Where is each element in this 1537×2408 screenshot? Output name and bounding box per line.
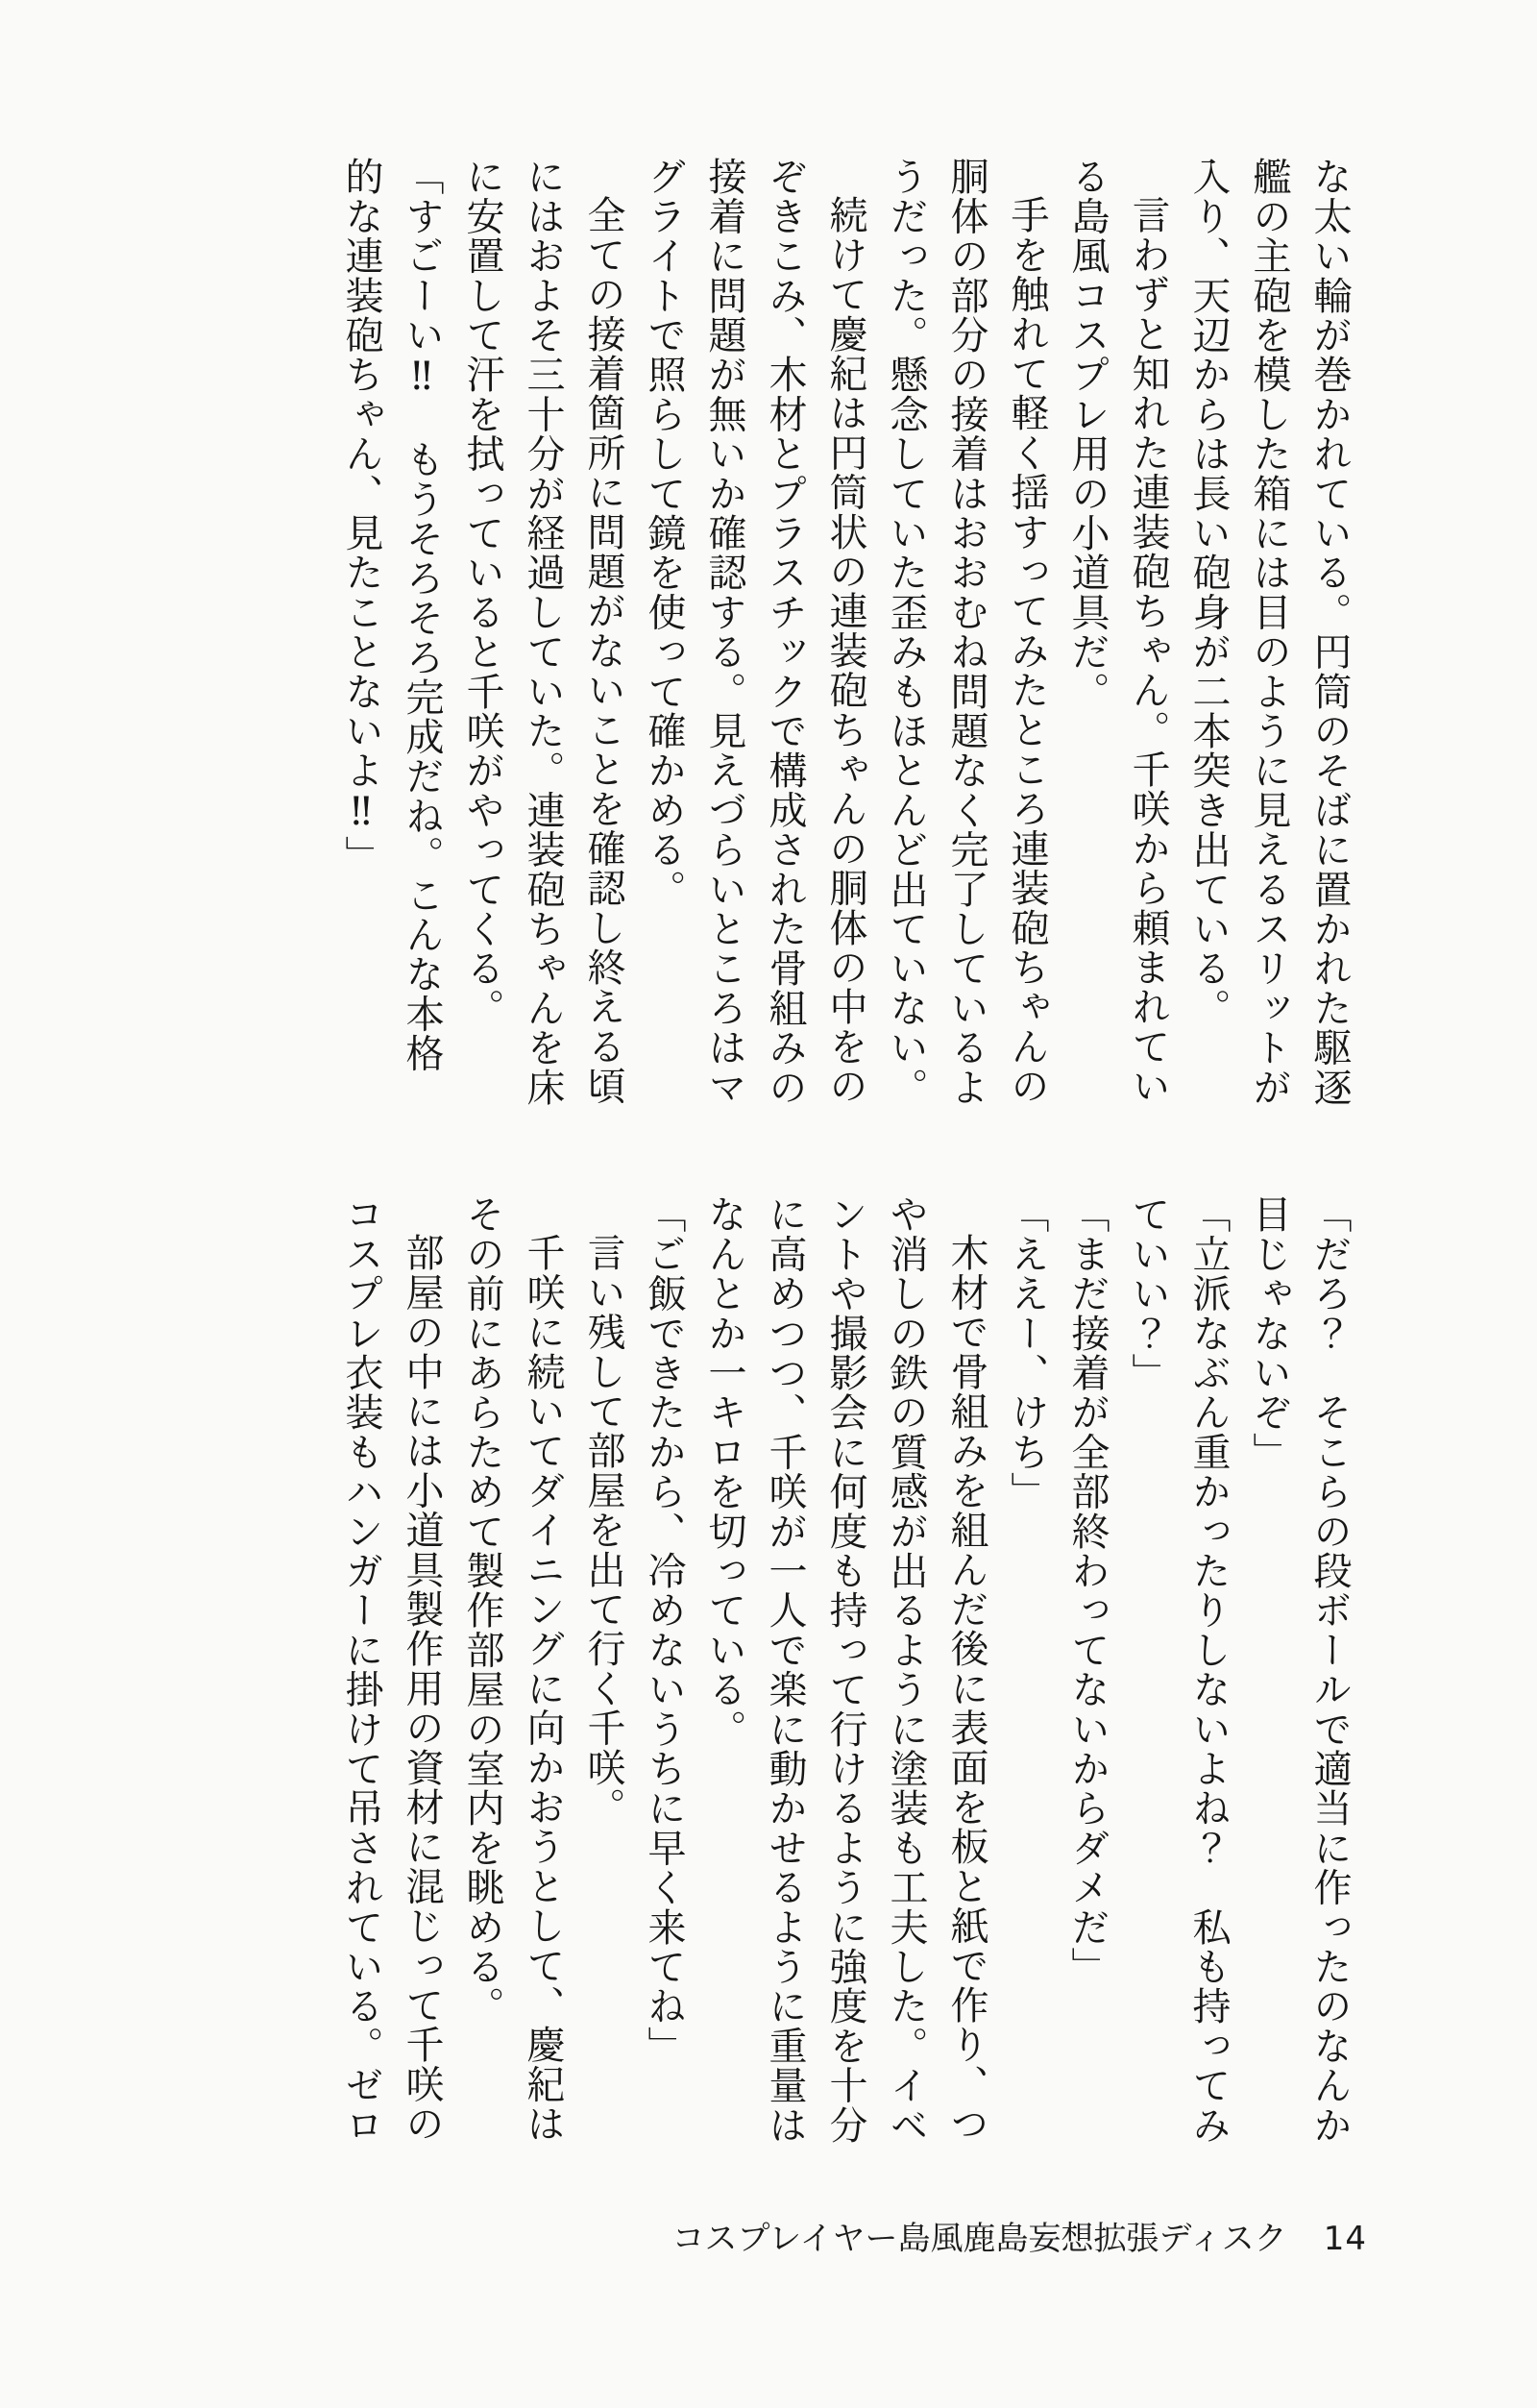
paragraph: 手を触れて軽く揺すってみたところ連装砲ちゃんの胴体の部分の接着はおおむね問題なく完了しているようだった。懸念していた歪みもほとんど出ていない。	[884, 157, 1049, 1107]
paragraph: 「ええー、けち」	[1005, 1194, 1049, 1511]
paragraph: 部屋の中には小道具製作用の資材に混じって千咲のコスプレ衣装もハンガーに掛けて吊されている。ゼロ	[339, 1194, 444, 2145]
footer-book-title: コスプレイヤー島風鹿島妄想拡張ディスク	[671, 2220, 1287, 2258]
lower-text-block	[330, 1194, 1359, 2148]
paragraph: な太い輪が巻かれている。円筒のそばに置かれた駆逐艦の主砲を模した箱には目のように見えるスリットが入り、天辺からは長い砲身が二本突き出ている。	[1186, 157, 1352, 1107]
paragraph: 「だろ？ そこらの段ボールで適当に作ったのなんか目じゃないぞ」	[1247, 1194, 1352, 2145]
paragraph: 木材で骨組みを組んだ後に表面を板と紙で作り、つや消しの鉄の質感が出るように塗装も工夫した。イベントや撮影会に何度も持って行けるように強度を十分に高めつつ、千咲が一人で楽に動かせるように重量はなんとか一キロを切っている。	[702, 1194, 988, 2145]
paragraph: 続けて慶紀は円筒状の連装砲ちゃんの胴体の中をのぞきこみ、木材とプラスチックで構成された骨組みの接着に問題が無いか確認する。見えづらいところはマグライトで照らして鏡を使って確かめる。	[642, 157, 867, 1107]
paragraph: 「ご飯できたから、冷めないうちに早く来てね」	[642, 1194, 686, 2066]
page-footer	[672, 2212, 1367, 2259]
upper-text-block	[330, 157, 1359, 1110]
paragraph: 「すごーい‼ もうそろそろ完成だね。こんな本格的な連装砲ちゃん、見たことないよ‼」	[339, 157, 444, 1073]
paragraph: 言わずと知れた連装砲ちゃん。千咲から頼まれている島風コスプレ用の小道具だ。	[1065, 157, 1170, 1106]
paragraph: 「まだ接着が全部終わってないからダメだ」	[1065, 1194, 1110, 1986]
paragraph: 全ての接着箇所に問題がないことを確認し終える頃にはおよそ三十分が経過していた。連装砲ちゃんを床に安置して汗を拭っていると千咲がやってくる。	[460, 157, 625, 1107]
footer-page-number: 14	[1323, 2220, 1367, 2258]
paragraph: 「立派なぶん重かったりしないよね？ 私も持ってみていい？」	[1126, 1194, 1231, 2145]
paragraph: 千咲に続いてダイニングに向かおうとして、慶紀はその前にあらためて製作部屋の室内を眺める。	[460, 1194, 565, 2144]
paragraph: 言い残して部屋を出て行く千咲。	[581, 1233, 625, 1827]
